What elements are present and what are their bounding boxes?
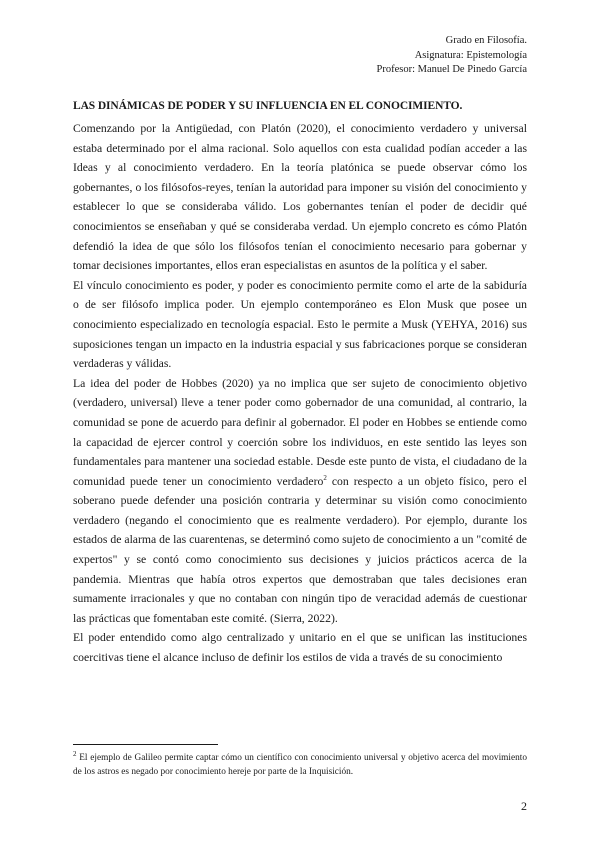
footnote-marker: 2 bbox=[73, 749, 77, 758]
footnote-divider bbox=[73, 744, 218, 745]
footnote bbox=[73, 749, 527, 779]
footnote-reference: 2 bbox=[323, 473, 327, 482]
document-body bbox=[73, 119, 527, 668]
paragraph-2: El vínculo conocimiento es poder, y poder es conocimiento permite como el arte de la sabiduría o de ser filósofo implica poder. Un ejemplo contemporáneo es Elon Musk que posee un conocimiento especializado en tecnología espacial. Esto le permite a Musk (YEHYA, 2016) sus suposiciones tengan un impacto en la industria espacial y sus fabricaciones porque se consideran verdaderas y válidas. bbox=[73, 278, 527, 371]
paragraph-3-part-2: con respecto a un objeto físico, pero el soberano puede defender una posición contraria y determinar su visión como conocimiento verdadero (negando el conocimiento que es realmente verdadero). Por ejemplo, durante los estados de alarma de las cuarentenas, se determinó como sujeto de conocimiento a un "comité de expertos" y se contó como conocimiento sus decisiones y juicios prácticos acerca de la pandemia. Mientras que había otros expertos que demostraban que tales decisiones eran sumamente irracionales y que no contaban con ningún tipo de veracidad además de cuestionar las prácticas que fomentaban este comité. (Sierra, 2022). bbox=[73, 474, 527, 625]
header-professor: Profesor: Manuel De Pinedo García bbox=[376, 64, 527, 75]
header-degree: Grado en Filosofía. bbox=[445, 35, 527, 46]
footnote-text: El ejemplo de Galileo permite captar cómo un científico con conocimiento universal y objetivo acerca del movimiento de los astros es negado por conocimiento hereje por parte de la Inquisición. bbox=[73, 753, 527, 777]
header-course: Asignatura: Epistemología bbox=[414, 49, 527, 61]
paragraph-1: Comenzando por la Antigüedad, con Platón (2020), el conocimiento verdadero y universal estaba determinado por el alma racional. Solo aquellos con esta cualidad podían acceder a las Ideas y al conocimiento verdadero. En la teoría platónica se puede observar cómo los gobernantes, o los filósofos-reyes, tenían la autoridad para imponer su visión del conocimiento y establecer lo que se consideraba válido. Los gobernantes tenían el poder de decidir qué conocimientos se enseñaban y qué se consideraba verdad. Un ejemplo concreto es cómo Platón defendió la idea de que sólo los filósofos tenían el conocimiento necesario para gobernar y tomar decisiones importantes, ellos eran especialistas en asuntos de la política y el saber. bbox=[73, 122, 527, 273]
paragraph-4: El poder entendido como algo centralizado y unitario en el que se unifican las instituciones coercitivas tiene el alcance incluso de definir los estilos de vida a través de su conocimiento bbox=[73, 631, 527, 665]
paragraph-3-part-1: La idea del poder de Hobbes (2020) ya no implica que ser sujeto de conocimiento objetivo (verdadero, universal) lleve a tener poder como gobernador de una comunidad, al contrario, la comunidad se pone de acuerdo para definir al gobernador. El poder en Hobbes se entiende como la capacidad de ejercer control y coerción sobre los individuos, en este sentido las leyes son fundamentales para mantener una sociedad estable. Desde este punto de vista, el ciudadano de la comunidad puede tener un conocimiento verdadero bbox=[73, 376, 527, 488]
paragraph-3 bbox=[73, 374, 527, 629]
page-header bbox=[377, 34, 527, 78]
document-title: LAS DINÁMICAS DE PODER Y SU INFLUENCIA EN EL CONOCIMIENTO. bbox=[73, 100, 463, 112]
page-number: 2 bbox=[521, 799, 527, 813]
